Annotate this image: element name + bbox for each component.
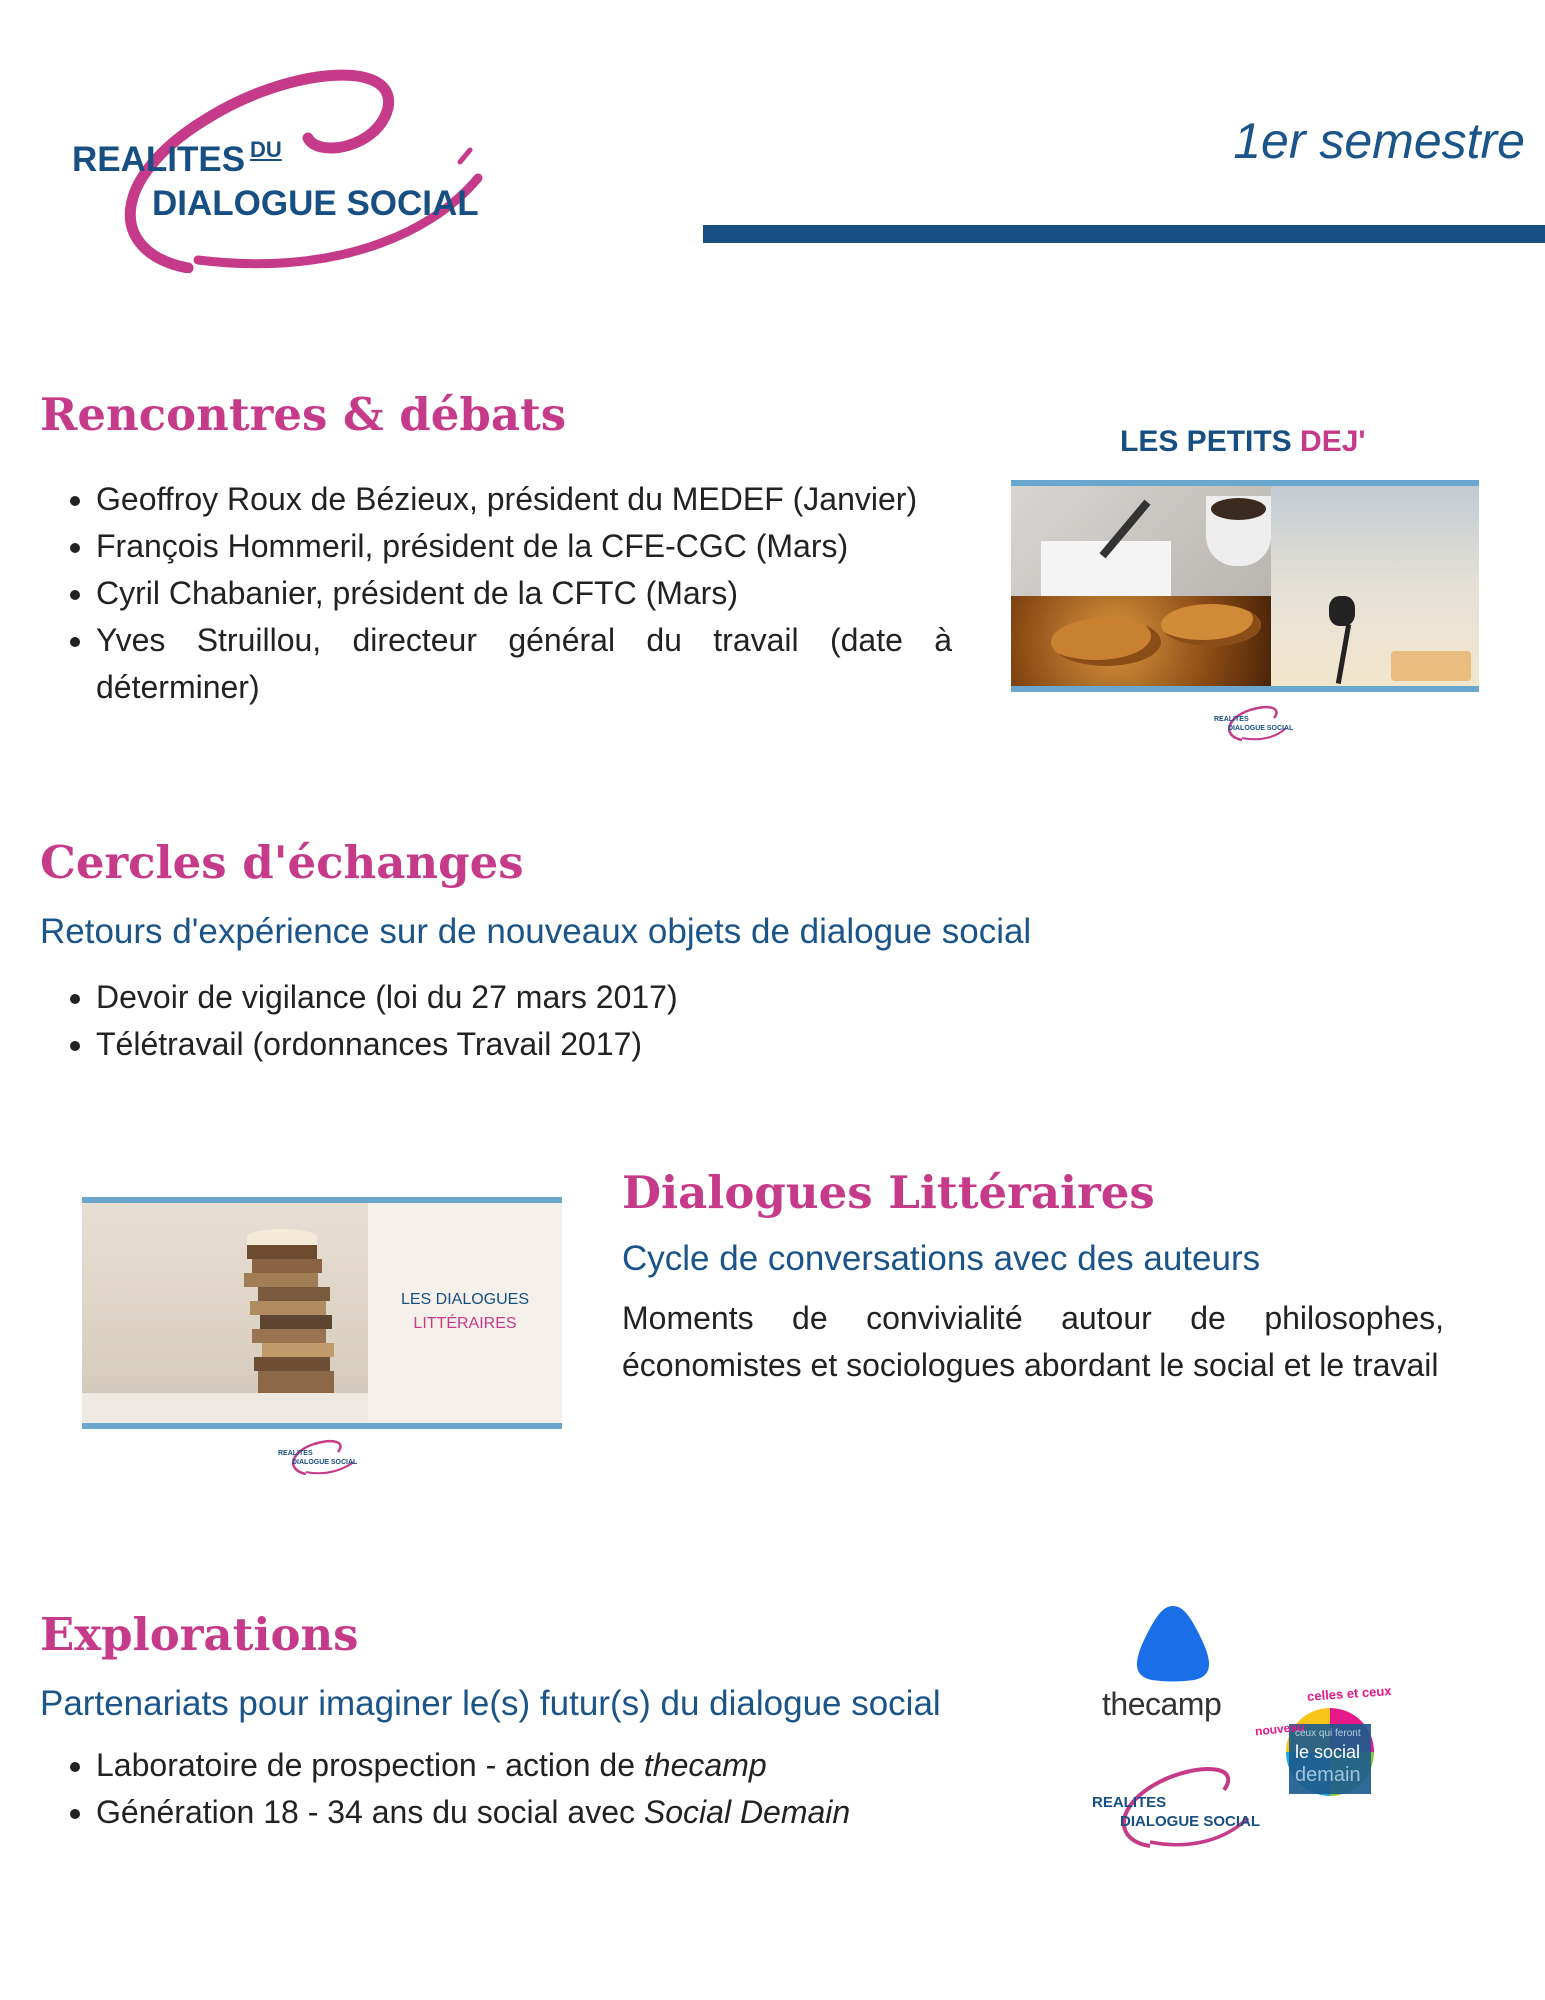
cercles-title: Cercles d'échanges [40,836,524,889]
dialogues-subtitle: Cycle de conversations avec des auteurs [622,1239,1261,1278]
coffee-image [1011,486,1271,596]
dialogues-body: Moments de convivialité autour de philosophes, économistes et sociologues abordant le social et le travail [622,1300,1444,1383]
cercles-list [40,974,952,1068]
cercles-subtitle: Retours d'expérience sur de nouveaux objets de dialogue social [40,912,1032,951]
logo-line2: DIALOGUE SOCIAL [152,184,479,223]
thecamp-logo: thecamp [1096,1602,1256,1727]
social-demain-logo: celles et ceux nouveau ceux qui feront le social demain [1255,1686,1395,1801]
small-logo: REALITES DIALOGUE SOCIAL [1212,700,1292,742]
logo-du: DU [250,137,282,162]
books-image [82,1203,368,1423]
list-item: • François Hommeril, président de la CFE-CGC (Mars) [96,523,952,570]
croissant-image [1011,596,1271,686]
explorations-subtitle: Partenariats pour imaginer le(s) futur(s) du dialogue social [40,1684,941,1723]
list-item: • Laboratoire de prospection - action de thecamp [96,1742,1000,1789]
petits-dej-card [1011,480,1479,692]
list-item: • Cyril Chabanier, président de la CFTC (Mars) [96,570,952,617]
list-item: • Génération 18 - 34 ans du social avec Social Demain [96,1789,1000,1836]
petits-dej-label: LES PETITS DEJ' [1120,425,1366,458]
microphone-image [1271,486,1479,686]
rencontres-list [40,476,952,711]
dialogues-card [82,1197,562,1429]
logo-line1: REALITES [72,140,246,179]
dialogues-title: Dialogues Littéraires [622,1166,1155,1219]
list-item: • Yves Struillou, directeur général du travail (date à déterminer) [96,617,952,711]
list-item: • Télétravail (ordonnances Travail 2017) [96,1021,952,1068]
list-item: • Geoffroy Roux de Bézieux, président du MEDEF (Janvier) [96,476,952,523]
list-item: • Devoir de vigilance (loi du 27 mars 2017) [96,974,952,1021]
rencontres-title: Rencontres & débats [40,388,567,441]
header-rule [703,225,1545,243]
semester-label: 1er semestre [1233,113,1525,169]
explorations-list [40,1742,1000,1836]
small-logo: REALITES DIALOGUE SOCIAL [276,1434,360,1476]
dialogues-card-panel: LES DIALOGUES LITTÉRAIRES [368,1203,562,1423]
partner-rds-logo: REALITES DIALOGUE SOCIAL [1090,1754,1260,1849]
thecamp-triangle-icon [1128,1602,1218,1684]
explorations-title: Explorations [40,1608,359,1661]
main-logo [68,38,508,273]
